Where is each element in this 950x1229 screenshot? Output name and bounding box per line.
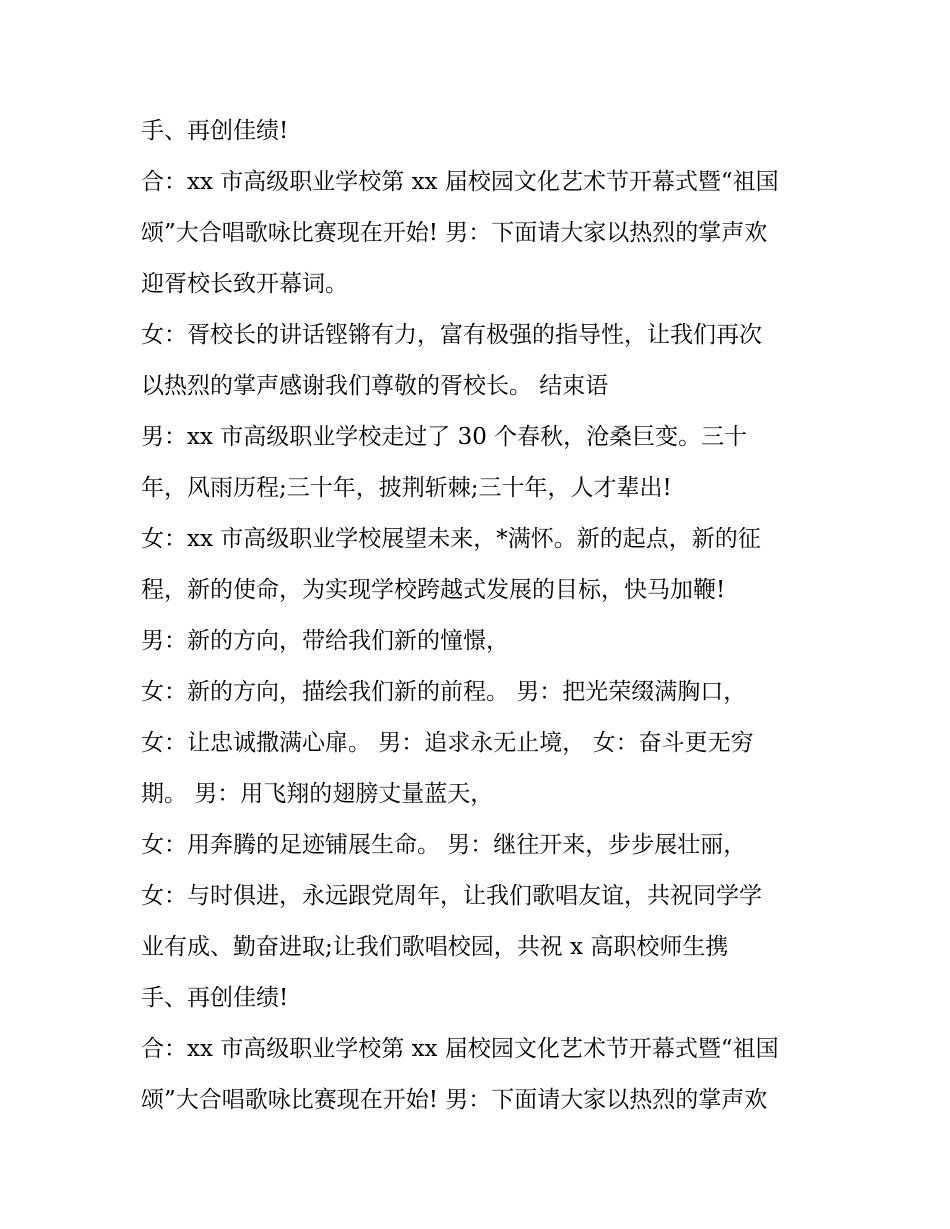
text-line: 年，风雨历程;三十年，披荆斩棘;三十年，人才辈出!	[141, 475, 672, 501]
text-line: 女：与时俱进，永远跟党周年，让我们歌唱友谊，共祝同学学	[141, 883, 762, 909]
document-body	[141, 106, 821, 1126]
text-line: 男：xx 市高级职业学校走过了 30 个春秋，沧桑巨变。三十	[141, 424, 748, 450]
text-line: 女：xx 市高级职业学校展望未来，*满怀。新的起点，新的征	[141, 526, 761, 552]
text-line: 女：让忠诚撒满心扉。 男：追求永无止境， 女：奋斗更无穷	[141, 730, 754, 756]
text-line: 颂”大合唱歌咏比赛现在开始! 男：下面请大家以热烈的掌声欢	[141, 220, 768, 246]
text-line: 期。 男：用飞翔的翅膀丈量蓝天，	[141, 781, 494, 807]
text-line: 合：xx 市高级职业学校第 xx 届校园文化艺术节开幕式暨“祖国	[141, 1036, 779, 1062]
text-line: 程，新的使命，为实现学校跨越式发展的目标，快马加鞭!	[141, 577, 726, 603]
text-line: 颂”大合唱歌咏比赛现在开始! 男：下面请大家以热烈的掌声欢	[141, 1087, 768, 1113]
text-line: 业有成、勤奋进取;让我们歌唱校园，共祝 x 高职校师生携	[141, 934, 729, 960]
text-line: 合：xx 市高级职业学校第 xx 届校园文化艺术节开幕式暨“祖国	[141, 169, 779, 195]
text-line: 女：用奔腾的足迹铺展生命。 男：继往开来，步步展壮丽，	[141, 832, 747, 858]
text-line: 女：胥校长的讲话铿锵有力，富有极强的指导性，让我们再次	[141, 322, 762, 348]
text-line: 以热烈的掌声感谢我们尊敬的胥校长。 结束语	[141, 373, 609, 399]
text-line: 迎胥校长致开幕词。	[141, 271, 348, 297]
text-line: 手、再创佳绩!	[141, 985, 289, 1011]
text-line: 手、再创佳绩!	[141, 118, 289, 144]
text-line: 女：新的方向，描绘我们新的前程。 男：把光荣缀满胸口，	[141, 679, 747, 705]
text-line: 男：新的方向，带给我们新的憧憬，	[141, 628, 509, 654]
